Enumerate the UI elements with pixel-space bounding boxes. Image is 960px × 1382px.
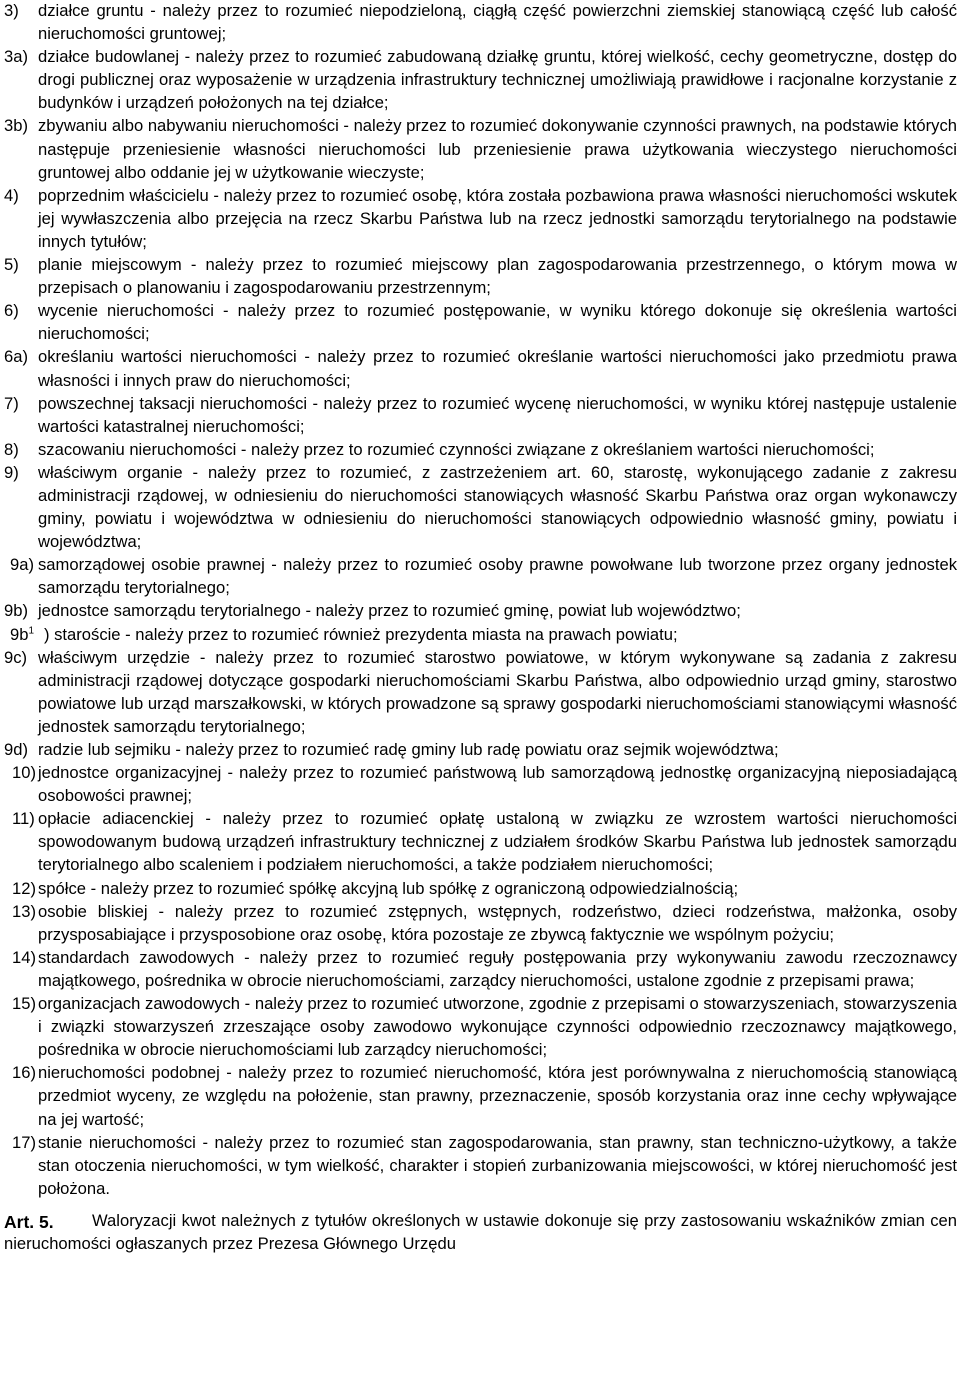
item-text: opłacie adiacenckiej - należy przez to rozumieć opłatę ustaloną w związku ze wzrostem wartości nieruchomości spowodowanym budową urządzeń infrastruktury technicznej z udziałem środków Skarbu Państwa lub jednostek samorządu terytorialnego albo scaleniem i podziałem nieruchomości, a także podziałem nieruchomości; <box>38 809 957 875</box>
item-number <box>12 877 36 900</box>
definition-item <box>4 45 957 114</box>
item-number <box>12 992 36 1015</box>
item-text: wycenie nieruchomości - należy przez to rozumieć postępowanie, w wyniku którego dokonuje się określenia wartości nieruchomości; <box>38 301 957 344</box>
item-text: działce budowlanej - należy przez to rozumieć zabudowaną działkę gruntu, której wielkość, cechy geometryczne, dostęp do drogi publicznej oraz wyposażenie w urządzenia infrastruktury technicznej umożliwiają prawidłowe i racjonalne korzystanie z budynków i urządzeń położonych na tej działce; <box>38 47 957 113</box>
item-number-text: 9) <box>4 462 19 482</box>
definition-item <box>4 900 957 946</box>
definition-item <box>4 1061 957 1130</box>
item-number-text: 6a) <box>4 347 28 367</box>
definitions-list <box>4 0 957 1200</box>
item-text: poprzednim właścicielu - należy przez to rozumieć osobę, która została pozbawiona prawa własności nieruchomości wskutek jej wywłaszczenia albo przejęcia na rzecz Skarbu Państwa lub na rzecz jednostki samorządu terytorialnego na podstawie innych tytułów; <box>38 185 957 251</box>
definition-item <box>4 438 957 461</box>
definition-item <box>4 623 957 646</box>
item-text: samorządowej osobie prawnej - należy przez to rozumieć osoby prawne powołwane lub tworzone przez organy jednostek samorządu terytorialnego; <box>38 555 957 598</box>
item-number-text: 9a) <box>10 555 34 575</box>
item-number <box>4 438 19 461</box>
item-number <box>4 392 19 415</box>
item-number-text: 13) <box>12 901 36 921</box>
item-text: powszechnej taksacji nieruchomości - należy przez to rozumieć wycenę nieruchomości, w wyniku której następuje ustalenie wartości katastralnej nieruchomości; <box>38 393 957 436</box>
definition-item <box>4 553 957 599</box>
item-number <box>12 900 36 923</box>
item-text: zbywaniu albo nabywaniu nieruchomości - należy przez to rozumieć dokonywanie czynności prawnych, na podstawie których następuje przeniesienie własności nieruchomości lub przeniesienie prawa użytkowania wieczystego nieruchomości gruntowej albo oddanie jej w użytkowanie wieczyste; <box>38 116 957 182</box>
item-number-text: 11) <box>12 809 35 829</box>
item-text: spółce - należy przez to rozumieć spółkę akcyjną lub spółkę z ograniczoną odpowiedzialnością; <box>38 878 739 898</box>
definition-item <box>4 599 957 622</box>
item-number <box>12 946 36 969</box>
item-number-text: 17) <box>12 1132 36 1152</box>
item-number-text: 9c) <box>4 647 28 667</box>
item-number-text: 7) <box>4 393 19 413</box>
item-number-text: 4) <box>4 185 19 205</box>
definition-item <box>4 646 957 738</box>
item-number-text: 14) <box>12 947 36 967</box>
definition-item <box>4 738 957 761</box>
item-number <box>12 1061 36 1084</box>
item-text: ) staroście - należy przez to rozumieć również prezydenta miasta na prawach powiatu; <box>44 624 678 644</box>
definition-item <box>4 807 957 876</box>
definition-item <box>4 0 957 45</box>
article-label: Art. 5. <box>4 1211 54 1232</box>
item-number <box>4 0 19 22</box>
item-text: właściwym urzędzie - należy przez to rozumieć starostwo powiatowe, w którym wykonywane są zadania z zakresu administracji rządowej dotyczące gospodarki nieruchomościami Skarbu Państwa, albo odpowiednio urząd gminy, starostwo powiatowe lub urząd marszałkowski, w których prowadzone są sprawy gospodarki nieruchomościami stanowiącymi własność jednostek samorządu terytorialnego; <box>38 647 957 736</box>
item-text: jednostce samorządu terytorialnego - należy przez to rozumieć gminę, powiat lub województwo; <box>38 601 741 621</box>
item-number-text: 3b) <box>4 116 28 136</box>
item-number-text: 3a) <box>4 47 28 67</box>
item-text: standardach zawodowych - należy przez to rozumieć reguły postępowania przy wykonywaniu zawodu rzeczoznawcy majątkowego, pośrednika w obrocie nieruchomościami, zarządcy nieruchomości, ustalone zgodnie z przepisami prawa; <box>38 947 957 990</box>
definition-item <box>4 392 957 438</box>
item-number-text: 12) <box>12 878 36 898</box>
item-text: właściwym organie - należy przez to rozumieć, z zastrzeżeniem art. 60, starostę, wykonującego zadanie z zakresu administracji rządowej, w odniesieniu do nieruchomości stanowiących własność Skarbu Państwa oraz organ wykonawczy gminy, powiatu i województwa w odniesieniu do nieruchomości stanowiących odpowiednio własność gminy, powiatu i województwa; <box>38 462 957 552</box>
item-number-text: 6) <box>4 301 19 321</box>
item-text: określaniu wartości nieruchomości - należy przez to rozumieć określanie wartości nieruchomości jako przedmiotu prawa własności i innych praw do nieruchomości; <box>38 347 957 390</box>
item-text: działce gruntu - należy przez to rozumieć niepodzieloną, ciągłą część powierzchni ziemskiej stanowiącą część lub całość nieruchomości gruntowej; <box>38 1 957 44</box>
item-text: planie miejscowym - należy przez to rozumieć miejscowy plan zagospodarowania przestrzennego, o którym mowa w przepisach o planowaniu i zagospodarowaniu przestrzennym; <box>38 255 957 298</box>
item-text: nieruchomości podobnej - należy przez to rozumieć nieruchomość, która jest porównywalna z nieruchomością stanowiącą przedmiot wyceny, ze względu na położenie, stan prawny, przeznaczenie, sposób korzystania oraz inne cechy wpływające na jej wartość; <box>38 1063 957 1129</box>
item-number <box>4 45 28 68</box>
document-page <box>4 0 957 1255</box>
item-number <box>4 646 27 669</box>
article-5 <box>4 1209 957 1255</box>
item-number <box>4 299 19 322</box>
item-number-text: 8) <box>4 439 19 459</box>
definition-item <box>4 345 957 391</box>
item-text: stanie nieruchomości - należy przez to rozumieć stan zagospodarowania, stan prawny, stan techniczno-użytkowy, a także stan otoczenia nieruchomości, w tym wielkość, charakter i stopień zurbanizowania miejscowości, w której nieruchomość jest położona. <box>38 1132 957 1198</box>
item-text: organizacjach zawodowych - należy przez to rozumieć utworzone, zgodnie z przepisami o stowarzyszeniach, stowarzyszenia i związki stowarzyszeń zrzeszające osoby zawodowo wykonujące czynności odpowiednio rzeczoznawcy majątkowego, pośrednika w obrocie nieruchomościami lub zarządcy nieruchomości; <box>38 994 957 1060</box>
item-number <box>4 345 28 368</box>
item-number-text: 16) <box>12 1063 36 1083</box>
item-number-text: 5) <box>4 255 19 275</box>
item-number-text: 15) <box>12 994 36 1014</box>
item-text: jednostce organizacyjnej - należy przez to rozumieć państwową lub samorządową jednostkę organizacyjną nieposiadającą osobowości prawnej; <box>38 763 957 806</box>
definition-item <box>4 761 957 807</box>
definition-item <box>4 184 957 253</box>
item-number <box>4 461 19 484</box>
item-number <box>10 553 34 576</box>
item-number-text: 9d) <box>4 740 28 759</box>
item-text: szacowaniu nieruchomości - należy przez to rozumieć czynności związane z określaniem wartości nieruchomości; <box>38 439 875 459</box>
article-text: Waloryzacji kwot należnych z tytułów określonych w ustawie dokonuje się przy zastosowaniu wskaźników zmian cen nieruchomości ogłaszanych przez Prezesa Głównego Urzędu <box>4 1210 957 1253</box>
item-text: radzie lub sejmiku - należy przez to rozumieć radę gminy lub radę powiatu oraz sejmik województwa; <box>38 740 779 759</box>
definition-item <box>4 877 957 900</box>
definition-item <box>4 299 957 345</box>
item-number <box>4 184 19 207</box>
item-number-text: 9b <box>10 624 29 644</box>
definition-item <box>4 992 957 1061</box>
item-number <box>4 738 28 761</box>
definition-item <box>4 1131 957 1200</box>
definition-item <box>4 461 957 553</box>
item-number-text: 10) <box>12 763 36 783</box>
definition-item <box>4 253 957 299</box>
item-number <box>12 807 35 830</box>
item-number-text: 3) <box>4 1 19 20</box>
item-text: osobie bliskiej - należy przez to rozumieć zstępnych, wstępnych, rodzeństwo, dzieci rodzeństwa, małżonka, osoby przysposabiające i przysposobione oraz osobę, która pozostaje ze zbywcą faktycznie we wspólnym pożyciu; <box>38 901 957 944</box>
definition-item <box>4 946 957 992</box>
item-number <box>4 253 19 276</box>
item-number-text: 9b) <box>4 601 28 621</box>
item-number <box>12 1131 36 1154</box>
item-number <box>4 599 28 622</box>
item-number-superscript: 1 <box>28 625 35 636</box>
item-number <box>4 114 28 137</box>
definition-item <box>4 114 957 183</box>
item-number <box>12 761 36 784</box>
item-number <box>10 623 34 646</box>
